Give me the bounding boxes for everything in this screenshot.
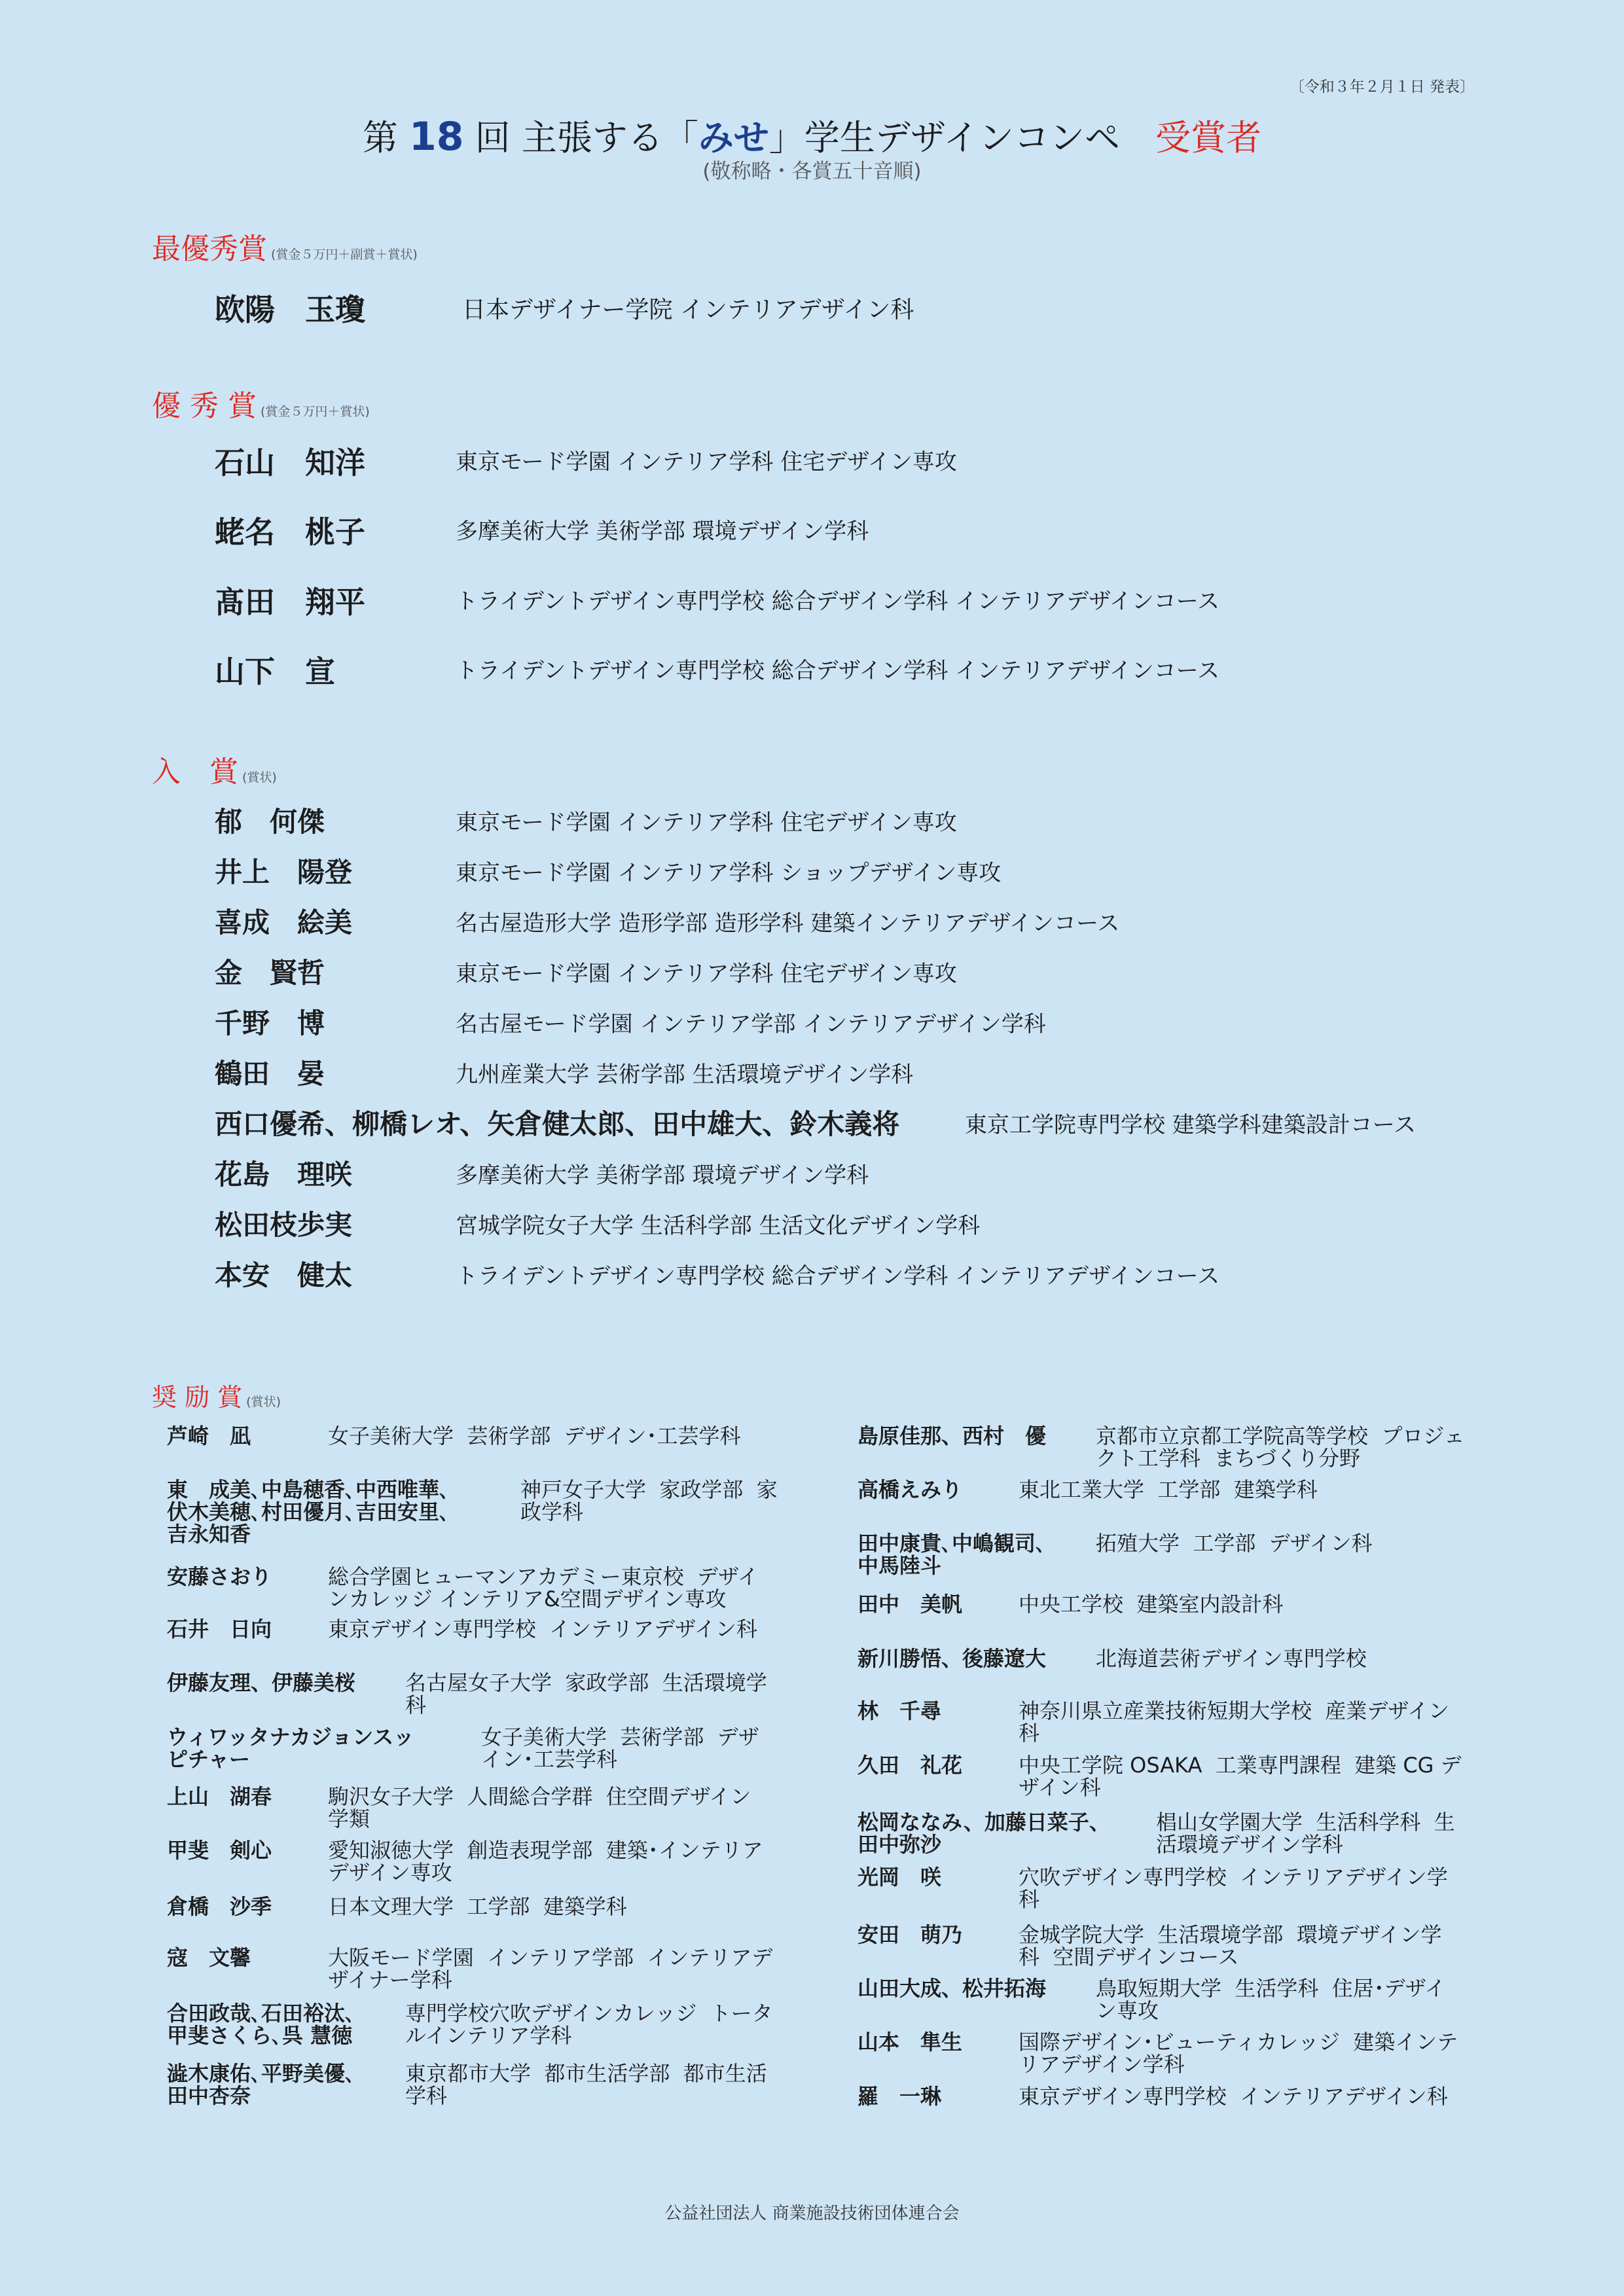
- encouragement-affiliation: 中央工学校 建築室内設計科: [1019, 1592, 1284, 1617]
- encouragement-name: 田中康貴､中嶋観司､ 中馬陸斗: [857, 1531, 1047, 1578]
- encouragement-affiliation: 東京デザイン専門学校 インテリアデザイン科: [1019, 2084, 1448, 2109]
- prize-winner-name: 金 賢哲: [215, 957, 325, 989]
- encouragement-prize-note: (賞状): [246, 1395, 281, 1409]
- prize-winner-affiliation: 東京モード学園 インテリア学科 住宅デザイン専攻: [456, 961, 957, 987]
- encouragement-affiliation: 駒沢女子大学 人間総合学群 住空間デザイン 学類: [328, 1784, 751, 1831]
- encouragement-name: 甲斐 剣心: [167, 1838, 272, 1863]
- encouragement-affiliation: 神戸女子大学 家政学部 家 政学科: [520, 1477, 778, 1524]
- grand-winner-name: 欧陽 玉瓊: [215, 292, 365, 327]
- encouragement-name: 石井 日向: [167, 1617, 272, 1641]
- encouragement-row: [857, 1754, 1482, 1799]
- title-award: 受賞者: [1155, 117, 1262, 158]
- prize-winner-affiliation: 宮城学院女子大学 生活科学部 生活文化デザイン学科: [456, 1213, 981, 1239]
- title-middle-2: 」学生デザインコンペ: [768, 117, 1156, 158]
- encouragement-row: [167, 2002, 812, 2047]
- encouragement-name: 山本 隼生: [857, 2030, 963, 2054]
- encouragement-row: [167, 1785, 812, 1830]
- excellent-winner-name: 山下 宣: [215, 654, 335, 689]
- encouragement-name: 東 成美､中島穂香､中西唯華､ 伏木美穂､村田優月､吉田安里､ 吉永知香: [167, 1477, 450, 1547]
- excellent-prize-heading: [152, 382, 370, 424]
- encouragement-row: [857, 1532, 1482, 1577]
- encouragement-row: [857, 2085, 1482, 2108]
- encouragement-affiliation: 金城学院大学 生活環境学部 環境デザイン学 科 空間デザインコース: [1019, 1922, 1442, 1969]
- excellent-prize-note: (賞金５万円＋賞状): [260, 404, 370, 419]
- prize-winner-affiliation: 東京モード学園 インテリア学科 住宅デザイン専攻: [456, 810, 957, 836]
- encouragement-affiliation: 愛知淑徳大学 創造表現学部 建築･インテリア デザイン専攻: [328, 1838, 763, 1885]
- prize-winner-affiliation: 名古屋造形大学 造形学部 造形学科 建築インテリアデザインコース: [456, 910, 1120, 937]
- encouragement-affiliation: 京都市立京都工学院高等学校 プロジェ クト工学科 まちづくり分野: [1096, 1424, 1465, 1471]
- encouragement-name: 上山 湖春: [167, 1784, 272, 1809]
- encouragement-row: [857, 1811, 1482, 1856]
- prize-winner-name: 西口優希、柳橋レオ、矢倉健太郎、田中雄大、鈴木義将: [215, 1108, 900, 1140]
- encouragement-row: [857, 1593, 1482, 1615]
- encouragement-name: 松岡ななみ、加藤日菜子、 田中弥沙: [857, 1810, 1110, 1857]
- encouragement-name: 新川勝悟、後藤遼大: [857, 1646, 1047, 1671]
- announcement-date: 〔令和３年２月１日 発表〕: [1289, 79, 1475, 96]
- grand-prize-heading: [152, 225, 418, 267]
- excellent-winner-name: 髙田 翔平: [215, 584, 365, 620]
- encouragement-row: [167, 1946, 812, 1991]
- prize-winner-name: 郁 何傑: [215, 806, 325, 838]
- encouragement-affiliation: 大阪モード学園 インテリア学部 インテリアデ ザイナー学科: [328, 1945, 773, 1992]
- encouragement-name: 高橋えみり: [857, 1477, 963, 1502]
- encouragement-affiliation: 東北工業大学 工学部 建築学科: [1019, 1477, 1318, 1502]
- prize-winner-affiliation: 名古屋モード学園 インテリア学部 インテリアデザイン学科: [456, 1011, 1046, 1037]
- encouragement-affiliation: 女子美術大学 芸術学部 デザイン･工芸学科: [328, 1424, 741, 1448]
- encouragement-affiliation: 日本文理大学 工学部 建築学科: [328, 1894, 627, 1919]
- encouragement-row: [167, 2062, 812, 2107]
- encouragement-affiliation: 穴吹デザイン専門学校 インテリアデザイン学 科: [1019, 1865, 1448, 1912]
- prize-winner-affiliation: 東京モード学園 インテリア学科 ショップデザイン専攻: [456, 860, 1001, 886]
- encouragement-row: [167, 1726, 812, 1770]
- prize-winner-affiliation: 九州産業大学 芸術学部 生活環境デザイン学科: [456, 1062, 914, 1088]
- encouragement-row: [857, 2031, 1482, 2075]
- encouragement-name: 羅 一琳: [857, 2084, 942, 2109]
- encouragement-row: [857, 1977, 1482, 2022]
- encouragement-affiliation: 名古屋女子大学 家政学部 生活環境学 科: [405, 1670, 767, 1717]
- prize-winner-name: 松田枝歩実: [215, 1209, 353, 1241]
- encouragement-name: 伊藤友理、伊藤美桜: [167, 1670, 356, 1695]
- encouragement-name: 島原佳那、西村 優: [857, 1424, 1047, 1448]
- encouragement-row: [167, 1672, 812, 1716]
- encouragement-name: 安田 萌乃: [857, 1922, 963, 1947]
- prize-label: 入 賞: [152, 755, 238, 789]
- excellent-winner-name: 蛯名 桃子: [215, 514, 365, 550]
- page-title: [0, 110, 1624, 160]
- prize-winner-name: 喜成 絵美: [215, 906, 353, 939]
- excellent-prize-label: 優 秀 賞: [152, 389, 257, 423]
- encouragement-row: [857, 1479, 1482, 1501]
- encouragement-affiliation: 女子美術大学 芸術学部 デザ イン･工芸学科: [481, 1725, 759, 1772]
- encouragement-row: [857, 1647, 1482, 1670]
- encouragement-name: 澁木康佑､平野美優､ 田中杏奈: [167, 2061, 356, 2108]
- excellent-winner-affiliation: 東京モード学園 インテリア学科 住宅デザイン専攻: [456, 449, 957, 475]
- prize-heading: [152, 748, 277, 790]
- encouragement-affiliation: 中央工学院 OSAKA 工業専門課程 建築 CG デ ザイン科: [1019, 1753, 1462, 1800]
- encouragement-affiliation: 拓殖大学 工学部 デザイン科: [1096, 1531, 1373, 1556]
- prize-winner-affiliation: トライデントデザイン専門学校 総合デザイン学科 インテリアデザインコース: [456, 1263, 1220, 1289]
- excellent-winner-affiliation: トライデントデザイン専門学校 総合デザイン学科 インテリアデザインコース: [456, 658, 1220, 684]
- prize-winner-name: 鶴田 晏: [215, 1058, 325, 1090]
- encouragement-row: [167, 1839, 812, 1884]
- encouragement-affiliation: 東京デザイン専門学校 インテリアデザイン科: [328, 1617, 757, 1641]
- grand-prize-note: (賞金５万円＋副賞＋賞状): [271, 247, 418, 262]
- encouragement-name: 光岡 咲: [857, 1865, 942, 1890]
- page-subtitle: (敬称略・各賞五十音順): [702, 160, 922, 183]
- excellent-winner-affiliation: 多摩美術大学 美術学部 環境デザイン学科: [456, 518, 869, 545]
- grand-winner-affiliation: 日本デザイナー学院 インテリアデザイン科: [462, 296, 914, 323]
- encouragement-prize-label: 奨 励 賞: [152, 1383, 243, 1412]
- encouragement-affiliation: 鳥取短期大学 生活学科 住居･デザイ ン専攻: [1096, 1976, 1446, 2023]
- encouragement-name: 久田 礼花: [857, 1753, 963, 1778]
- prize-winner-affiliation: 東京工学院専門学校 建築学科建築設計コース: [965, 1112, 1416, 1138]
- title-prefix: 第: [362, 117, 410, 158]
- title-mise: みせ: [698, 117, 769, 158]
- encouragement-row: [857, 1700, 1482, 1744]
- encouragement-affiliation: 北海道芸術デザイン専門学校: [1096, 1646, 1367, 1671]
- prize-winner-name: 井上 陽登: [215, 856, 353, 888]
- prize-winner-name: 本安 健太: [215, 1259, 353, 1291]
- excellent-winner-name: 石山 知洋: [215, 445, 365, 480]
- encouragement-name: 寇 文馨: [167, 1945, 251, 1970]
- prize-winner-name: 花島 理咲: [215, 1158, 353, 1191]
- prize-note: (賞状): [242, 770, 277, 785]
- organizer-footer: 公益社団法人 商業施設技術団体連合会: [664, 2204, 960, 2223]
- encouragement-row: [857, 1924, 1482, 1968]
- encouragement-prize-heading: [152, 1377, 281, 1413]
- encouragement-row: [167, 1425, 812, 1447]
- encouragement-row: [167, 1479, 812, 1545]
- encouragement-row: [167, 1895, 812, 1918]
- title-number: 18: [409, 114, 464, 160]
- prize-winner-affiliation: 多摩美術大学 美術学部 環境デザイン学科: [456, 1162, 869, 1189]
- encouragement-affiliation: 神奈川県立産業技術短期大学校 産業デザイン 科: [1019, 1698, 1450, 1746]
- grand-prize-label: 最優秀賞: [152, 232, 267, 266]
- encouragement-name: 田中 美帆: [857, 1592, 963, 1617]
- encouragement-row: [167, 1566, 812, 1610]
- title-middle: 回 主張する「: [463, 117, 698, 158]
- encouragement-row: [857, 1866, 1482, 1910]
- encouragement-affiliation: 専門学校穴吹デザインカレッジ トータ ルインテリア学科: [405, 2001, 773, 2048]
- encouragement-affiliation: 総合学園ヒューマンアカデミー東京校 デザイ ンカレッジ インテリア&空間デザイン専攻: [328, 1564, 759, 1611]
- encouragement-name: 林 千尋: [857, 1698, 942, 1723]
- encouragement-row: [857, 1425, 1482, 1469]
- prize-winner-name: 千野 博: [215, 1007, 325, 1039]
- encouragement-affiliation: 国際デザイン･ビューティカレッジ 建築インテ リアデザイン学科: [1019, 2030, 1458, 2077]
- encouragement-affiliation: 東京都市大学 都市生活学部 都市生活 学科: [405, 2061, 767, 2108]
- encouragement-row: [167, 1618, 812, 1640]
- encouragement-name: 山田大成、松井拓海: [857, 1976, 1047, 2001]
- encouragement-affiliation: 椙山女学園大学 生活科学科 生 活環境デザイン学科: [1156, 1810, 1455, 1857]
- encouragement-name: 安藤さおり: [167, 1564, 272, 1589]
- encouragement-name: ウィワッタナカジョンスッ ピチャー: [167, 1725, 414, 1772]
- excellent-winner-affiliation: トライデントデザイン専門学校 総合デザイン学科 インテリアデザインコース: [456, 588, 1220, 615]
- encouragement-name: 芦崎 凪: [167, 1424, 251, 1448]
- encouragement-name: 倉橋 沙季: [167, 1894, 272, 1919]
- encouragement-name: 合田政哉､石田裕汰､ 甲斐さくら､呉 慧徳: [167, 2001, 356, 2048]
